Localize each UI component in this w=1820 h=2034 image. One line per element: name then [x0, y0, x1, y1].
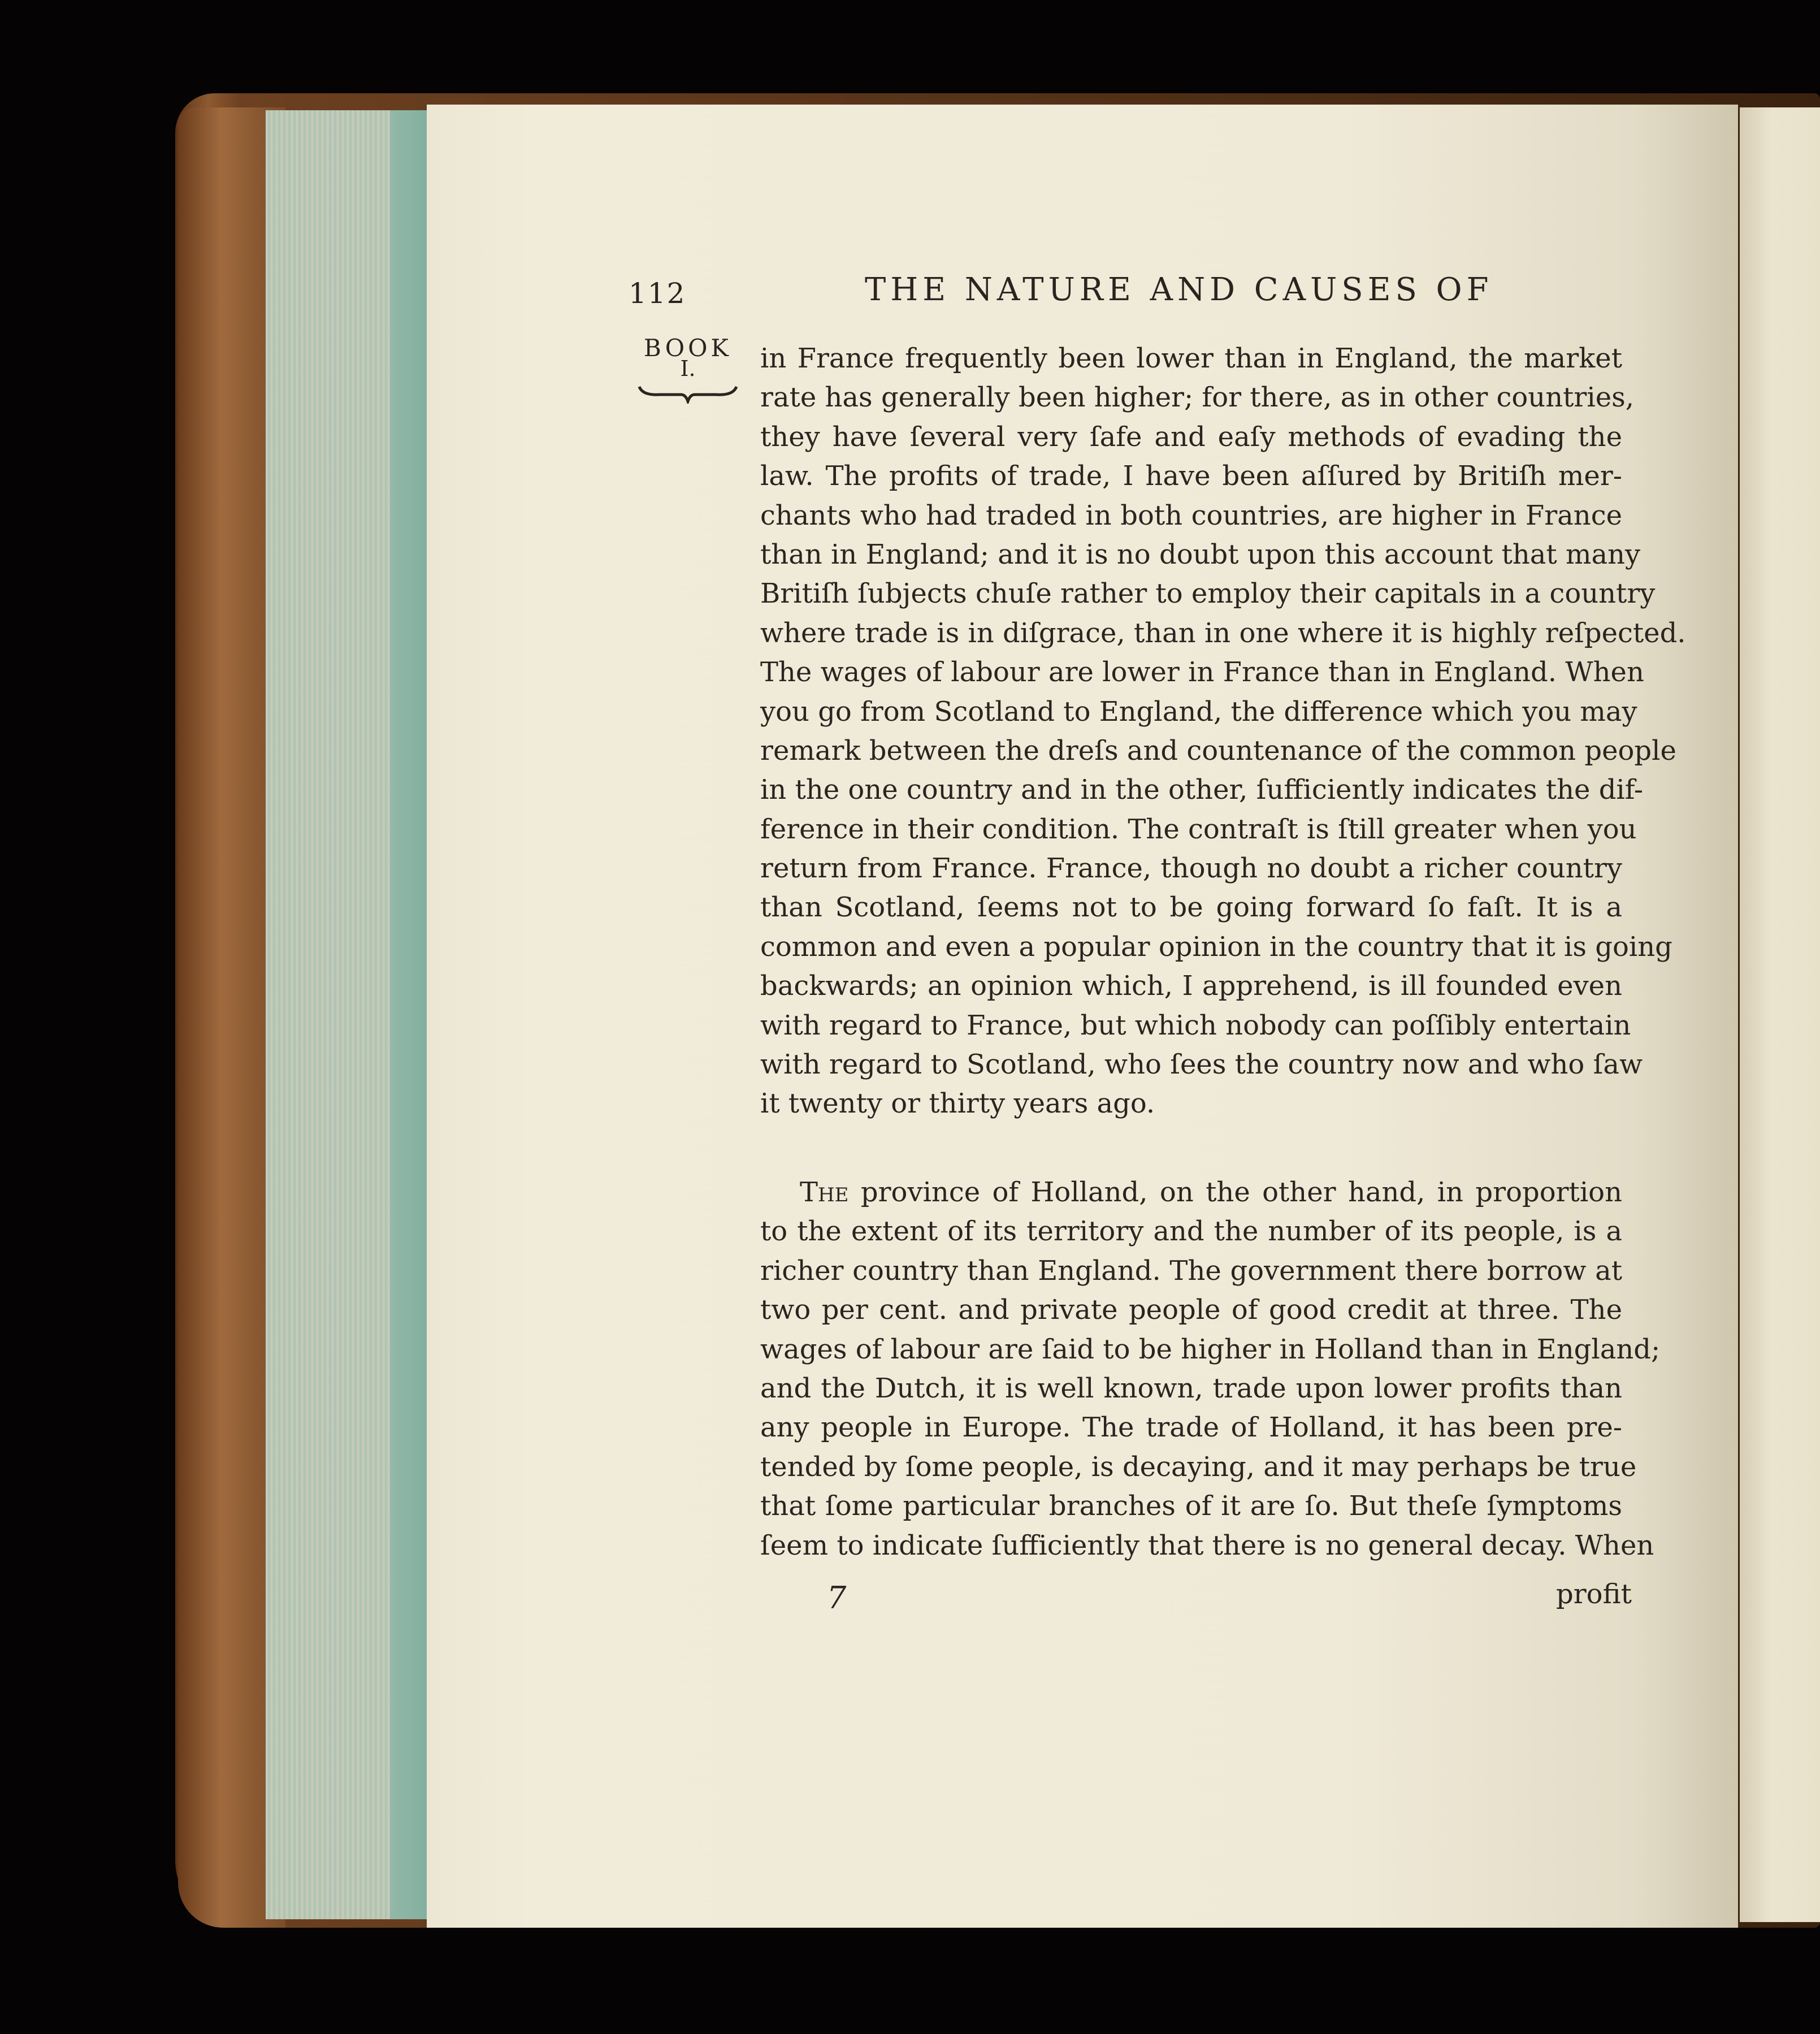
text-line: two per cent. and private people of good credit at three. The — [760, 1294, 1622, 1326]
text-line: remark between the dreſs and countenance of the common people — [760, 734, 1676, 767]
text-line: where trade is in diſgrace, than in one where it is highly reſpected. — [760, 617, 1686, 649]
paragraph-2 — [760, 1173, 1661, 1565]
signature-mark: 7 — [827, 1580, 847, 1616]
text-line: in France frequently been lower than in England, the market — [760, 343, 1622, 374]
marginal-book-label: BOOK — [644, 334, 732, 362]
text-line: rate has generally been higher; for there, as in other countries, — [760, 382, 1635, 414]
text-line: you go from Scotland to England, the difference which you may — [760, 695, 1637, 728]
text-line: they have ſeveral very ſafe and eaſy methods of evading the — [760, 421, 1622, 453]
marginal-note — [634, 334, 742, 404]
brace-ornament — [637, 381, 739, 404]
text-line: that ſome particular branches of it are ſo. But theſe ſymptoms — [760, 1490, 1622, 1522]
text-line: with regard to France, but which nobody can poſſibly entertain — [760, 1009, 1631, 1041]
text-line: wages of labour are ſaid to be higher in Holland than in England; — [760, 1333, 1661, 1365]
text-line: to the extent of its territory and the number of its people, is a — [760, 1215, 1622, 1248]
catchword: profit — [1556, 1578, 1632, 1610]
text-line: ference in their condition. The contraſt is ſtill greater when you — [760, 813, 1637, 845]
text-line: in the one country and in the other, ſufficiently indicates the dif- — [760, 774, 1644, 806]
running-head: THE NATURE AND CAUSES OF — [865, 271, 1493, 308]
text-line: than in England; and it is no doubt upon this account that many — [760, 538, 1641, 570]
text-line: common and even a popular opinion in the country that it is going — [760, 931, 1672, 963]
text-line: with regard to Scotland, who ſees the country now and who ſaw — [760, 1049, 1643, 1081]
text-line: return from France. France, though no doubt a richer country — [760, 852, 1622, 885]
text-line: law. The profits of trade, I have been aſſured by Britiſh mer- — [760, 460, 1622, 492]
text-line: backwards; an opinion which, I apprehend, is ill founded even — [760, 970, 1622, 1002]
paragraph-2-first-line-text: province of Holland, on the other hand, in proportion — [848, 1176, 1622, 1208]
facing-page-edge — [1740, 107, 1820, 1922]
text-line: richer country than England. The government there borrow at — [760, 1254, 1622, 1287]
paragraph-1 — [760, 339, 1686, 1124]
text-line: ſeem to indicate ſufficiently that there is no general decay. When — [760, 1529, 1654, 1561]
text-line: any people in Europe. The trade of Holland, it has been pre- — [760, 1412, 1622, 1444]
page-number: 112 — [629, 277, 686, 310]
text-line: chants who had traded in both countries, are higher in France — [760, 499, 1622, 531]
text-line: it twenty or thirty years ago. — [760, 1088, 1155, 1120]
paragraph-2-first-line — [760, 1173, 1622, 1212]
paragraph-2-lead-word: The — [800, 1176, 849, 1208]
text-line: Britiſh ſubjects chuſe rather to employ their capitals in a country — [760, 578, 1656, 610]
marginal-volume-number: I. — [680, 356, 696, 381]
text-line: than Scotland, ſeems not to be going forward ſo faſt. It is a — [760, 892, 1622, 924]
text-line: tended by ſome people, is decaying, and it may perhaps be true — [760, 1451, 1637, 1483]
text-line: and the Dutch, it is well known, trade upon lower profits than — [760, 1372, 1622, 1404]
text-line: The wages of labour are lower in France than in England. When — [760, 656, 1644, 689]
